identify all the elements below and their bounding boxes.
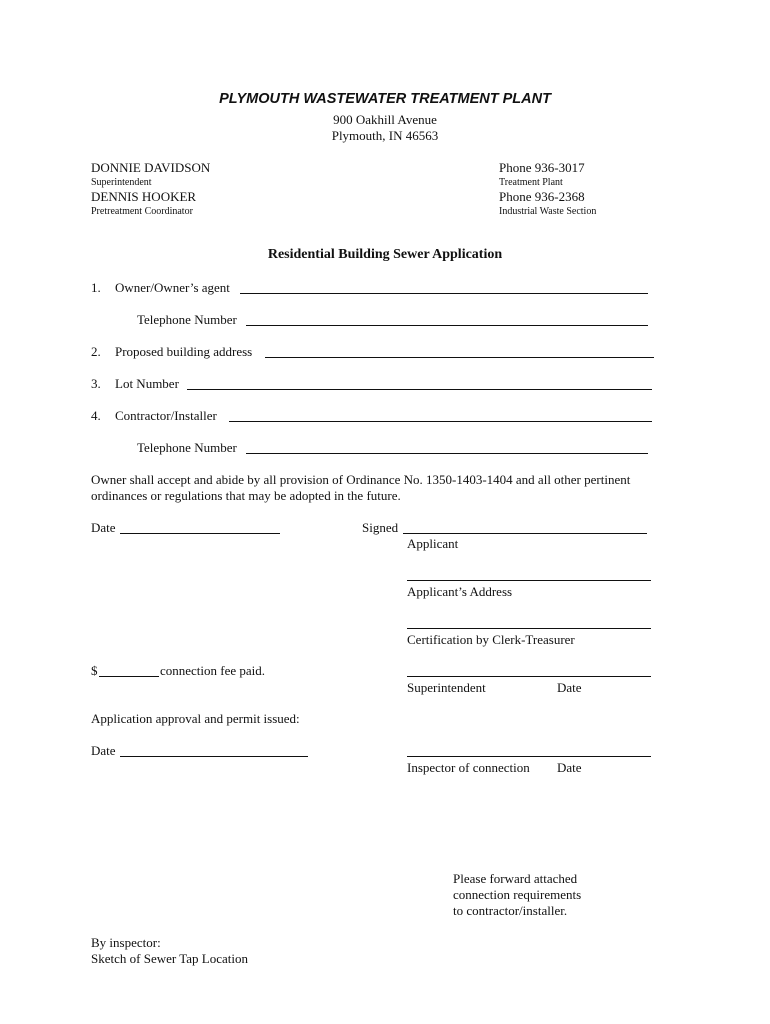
- inspector-signature-field[interactable]: [407, 756, 651, 757]
- contact-role-superintendent: Superintendent: [91, 177, 152, 188]
- applicant-label: Applicant: [407, 536, 459, 551]
- forward-note-line-2: connection requirements: [453, 887, 582, 902]
- sketch-label: Sketch of Sewer Tap Location: [91, 951, 248, 966]
- approval-date-label: Date: [91, 743, 116, 758]
- certification-label: Certification by Clerk-Treasurer: [407, 632, 575, 647]
- address-line-1: 900 Oakhill Avenue: [333, 112, 437, 127]
- ordinance-text-line-1: Owner shall accept and abide by all provision of Ordinance No. 1350-1403-1404 and all other pertinent: [91, 472, 631, 487]
- fee-amount-field[interactable]: [99, 676, 159, 677]
- field-number-1: 1.: [91, 280, 101, 295]
- field-label-lot-number: Lot Number: [115, 376, 179, 391]
- ordinance-text-line-2: ordinances or regulations that may be adopted in the future.: [91, 488, 401, 503]
- building-address-field[interactable]: [265, 357, 654, 358]
- owner-telephone-field[interactable]: [246, 325, 648, 326]
- approval-label: Application approval and permit issued:: [91, 711, 300, 726]
- certification-field[interactable]: [407, 628, 651, 629]
- phone-industrial-waste: Phone 936-2368: [499, 189, 585, 204]
- field-number-4: 4.: [91, 408, 101, 423]
- page-title: PLYMOUTH WASTEWATER TREATMENT PLANT: [219, 91, 551, 107]
- dept-industrial-waste: Industrial Waste Section: [499, 206, 597, 217]
- field-label-owner-telephone: Telephone Number: [137, 312, 237, 327]
- field-number-2: 2.: [91, 344, 101, 359]
- phone-treatment-plant: Phone 936-3017: [499, 160, 585, 175]
- field-label-building-address: Proposed building address: [115, 344, 253, 359]
- contact-name-superintendent: DONNIE DAVIDSON: [91, 160, 211, 175]
- inspector-label: Inspector of connection: [407, 760, 530, 775]
- applicant-address-field[interactable]: [407, 580, 651, 581]
- superintendent-label: Superintendent: [407, 680, 486, 695]
- inspector-date-label: Date: [557, 760, 582, 775]
- fee-dollar-sign: $: [91, 663, 98, 678]
- field-number-3: 3.: [91, 376, 101, 391]
- date-label: Date: [91, 520, 116, 535]
- contact-name-coordinator: DENNIS HOOKER: [91, 189, 197, 204]
- contact-role-coordinator: Pretreatment Coordinator: [91, 206, 193, 217]
- dept-treatment-plant: Treatment Plant: [499, 177, 563, 188]
- approval-date-field[interactable]: [120, 756, 308, 757]
- field-label-contractor-telephone: Telephone Number: [137, 440, 237, 455]
- contractor-telephone-field[interactable]: [246, 453, 648, 454]
- contractor-field[interactable]: [229, 421, 652, 422]
- applicant-address-label: Applicant’s Address: [407, 584, 513, 599]
- field-label-contractor: Contractor/Installer: [115, 408, 217, 423]
- owner-agent-field[interactable]: [240, 293, 648, 294]
- address-line-2: Plymouth, IN 46563: [331, 128, 439, 143]
- field-label-owner: Owner/Owner’s agent: [115, 280, 230, 295]
- forward-note-line-3: to contractor/installer.: [453, 903, 568, 918]
- signature-field[interactable]: [403, 533, 647, 534]
- by-inspector-label: By inspector:: [91, 935, 161, 950]
- forward-note-line-1: Please forward attached: [453, 871, 578, 886]
- date-field[interactable]: [120, 533, 280, 534]
- superintendent-date-label: Date: [557, 680, 582, 695]
- signed-label: Signed: [362, 520, 399, 535]
- lot-number-field[interactable]: [187, 389, 652, 390]
- fee-label: connection fee paid.: [160, 663, 266, 678]
- superintendent-signature-field[interactable]: [407, 676, 651, 677]
- form-heading: Residential Building Sewer Application: [267, 247, 503, 262]
